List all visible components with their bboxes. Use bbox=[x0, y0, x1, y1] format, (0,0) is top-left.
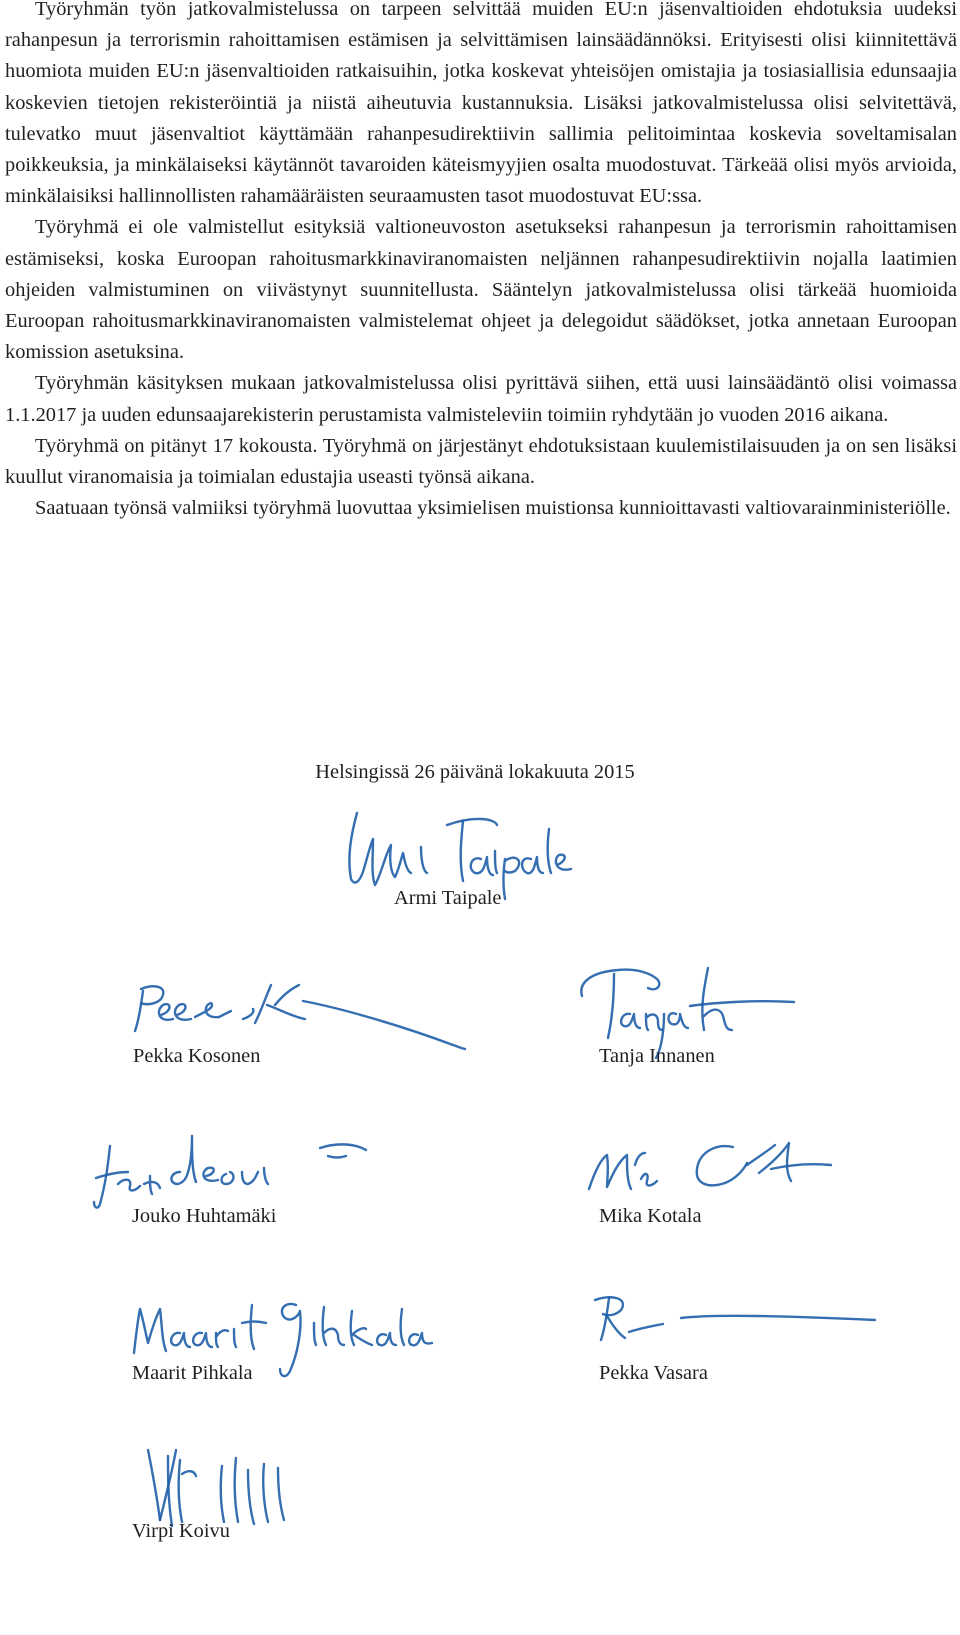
body-text bbox=[5, 0, 957, 524]
signer-pekka-vasara: Pekka Vasara bbox=[599, 1362, 708, 1384]
signature-mika-kotala bbox=[575, 1125, 855, 1215]
signer-jouko-huhtamaki: Jouko Huhtamäki bbox=[132, 1205, 277, 1227]
signature-pekka-vasara bbox=[585, 1288, 885, 1358]
signer-maarit-pihkala: Maarit Pihkala bbox=[132, 1362, 253, 1384]
paragraph-2: Työryhmä ei ole valmistellut esityksiä valtioneuvoston asetukseksi rahanpesun ja terrorismin rahoittamisen estämiseksi, koska Euroopan rahoitusmarkkinaviranomaisten neljännen rahanpesudirektiivin nojalla laatimien ohjeiden valmistuminen on viivästynyt suunnitellusta. Sääntelyn jatkovalmistelussa olisi tärkeää huomioida Euroopan rahoitusmarkkinaviranomaisten valmistelemat ohjeet ja delegoidut säädökset, jotka annetaan Euroopan komission asetuksina. bbox=[5, 216, 957, 364]
place-and-date: Helsingissä 26 päivänä lokakuuta 2015 bbox=[315, 761, 635, 783]
paragraph-4: Työryhmä on pitänyt 17 kokousta. Työryhmä on järjestänyt ehdotuksistaan kuulemistilaisuuden ja on sen lisäksi kuullut viranomaisia ja toimialan edustajia useasti työnsä aikana. bbox=[5, 434, 957, 489]
paragraph-1: Työryhmän työn jatkovalmistelussa on tarpeen selvittää muiden EU:n jäsenvaltioiden ehdotuksia uudeksi rahanpesun ja terrorismin rahoittamisen estämisen ja selvittämisen lainsäädännöksi. Erityisesti olisi kiinnitettävä huomiota muiden EU:n jäsenvaltioiden ratkaisuihin, jotka koskevat yhteisöjen omistajia ja tosiasiallisia edunsaajia koskevien tietojen rekisteröintiä ja niistä aiheutuvia kustannuksia. Lisäksi jatkovalmistelussa olisi selvitettävä, tulevatko muut jäsenvaltiot käyttämään rahanpesudirektiivin sallimia pelitoimintaa koskevia soveltamisalan poikkeuksia, ja minkälaiseksi käytännöt tavaroiden käteismyyjien osalta muodostuvat. Tärkeää olisi myös arvioida, minkälaisiksi hallinnollisten rahamääräisten seuraamusten tasot muodostuvat EU:ssa. bbox=[5, 0, 957, 208]
paragraph-5: Saatuaan työnsä valmiiksi työryhmä luovuttaa yksimielisen muistionsa kunnioittavasti valtiovarainministeriölle. bbox=[35, 497, 951, 520]
paragraph-3: Työryhmän käsityksen mukaan jatkovalmistelussa olisi pyrittävä siihen, että uusi lainsäädäntö olisi voimassa 1.1.2017 ja uuden edunsaajarekisterin perustamista valmisteleviin toimiin ryhdytään jo vuoden 2016 aikana. bbox=[5, 372, 957, 426]
signer-tanja-innanen: Tanja Innanen bbox=[599, 1045, 715, 1067]
signer-pekka-kosonen: Pekka Kosonen bbox=[133, 1045, 261, 1067]
signer-mika-kotala: Mika Kotala bbox=[599, 1205, 702, 1227]
signer-virpi-koivu: Virpi Koivu bbox=[132, 1520, 230, 1542]
signer-armi-taipale: Armi Taipale bbox=[394, 887, 502, 909]
